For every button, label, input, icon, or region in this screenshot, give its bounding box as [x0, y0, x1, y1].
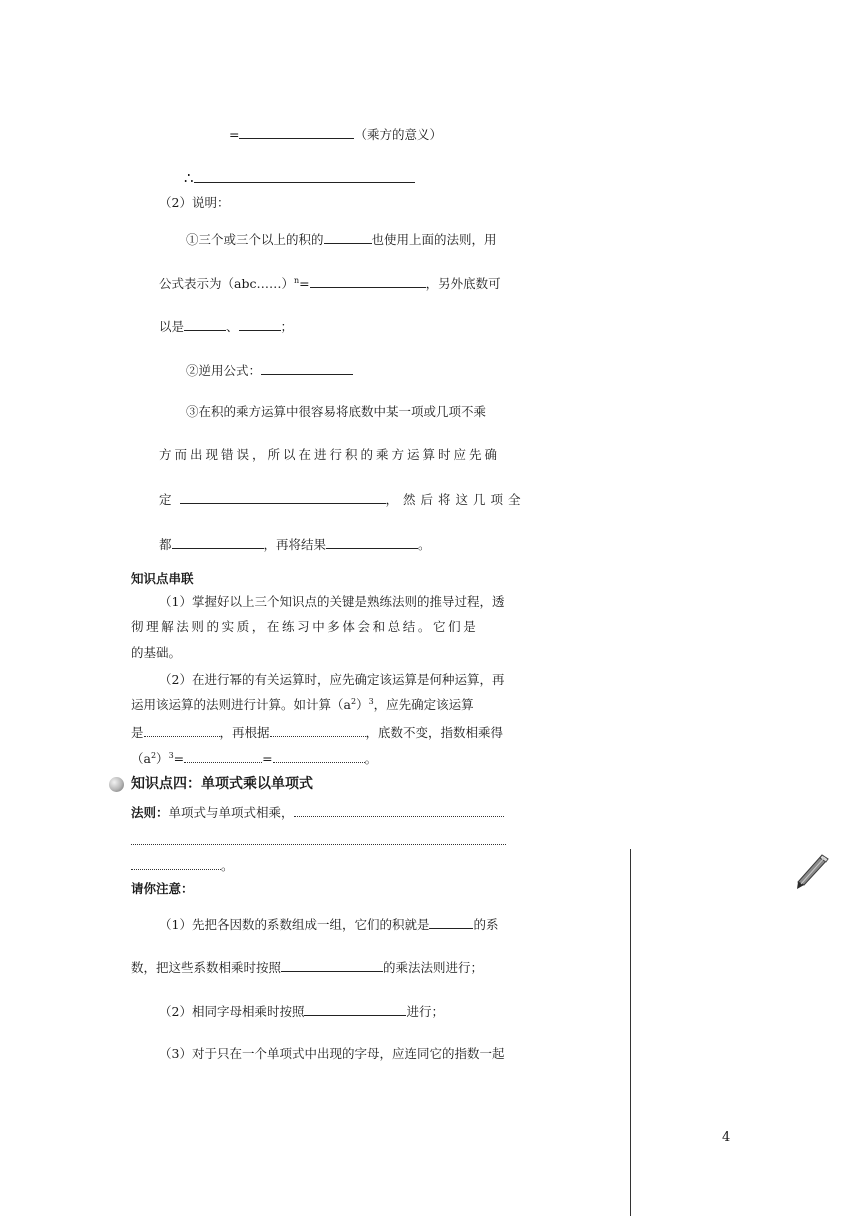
blank [304, 1003, 406, 1016]
series-para2-line2: 运用该运算的法则进行计算。如计算$(a^2)^3$，应先确定该运算 [131, 696, 474, 712]
blank [194, 170, 415, 183]
kp4-title: 知识点四：单项式乘以单项式 [131, 776, 313, 792]
kp4-note2: （2）相同字母相乘时按照 进行； [159, 1004, 444, 1019]
dotted-blank [131, 857, 221, 870]
explain-para3-line4: 都 ，再将结果 。 [159, 537, 431, 552]
series-para2-line4: $(a^2)^3=$ = 。 [131, 750, 378, 766]
series-para1-line3: 的基础。 [131, 645, 182, 660]
explain-label: （2）说明： [159, 195, 230, 210]
blank [184, 318, 226, 331]
blank [429, 916, 473, 929]
explain-para3-line3: 定 ，然后将这几项全 [159, 492, 526, 507]
pen-icon [792, 853, 832, 893]
dotted-blank [270, 724, 366, 737]
series-para2-line3: 是 ，再根据 ，底数不变，指数相乘得 [131, 725, 504, 740]
dotted-blank [144, 724, 220, 737]
dotted-blank [294, 804, 504, 817]
series-heading: 知识点串联 [131, 571, 194, 586]
margin-divider [630, 849, 631, 1216]
equals-sign: = [229, 127, 240, 142]
series-para1-line2: 彻理解法则的实质，在练习中多体会和总结。它们是 [131, 619, 479, 634]
blank [310, 275, 426, 288]
explain-para1-line3: 以是 、 ； [159, 319, 294, 334]
blank [180, 491, 386, 504]
blank [239, 126, 354, 139]
blank [324, 231, 372, 244]
blank [261, 362, 353, 375]
blank [239, 318, 281, 331]
blank [281, 959, 383, 972]
kp4-note-label: 请你注意： [131, 881, 194, 896]
blank [326, 536, 418, 549]
dotted-blank [184, 750, 262, 763]
kp4-rule-line2 [131, 832, 506, 849]
kp4-rule-line1: 法则：单项式与单项式相乘， [131, 804, 504, 821]
series-para1-line1: （1）掌握好以上三个知识点的关键是熟练法则的推导过程，透 [159, 594, 505, 609]
therefore-line [184, 170, 415, 187]
section-bullet-icon [109, 777, 124, 792]
equation-note: （乘方的意义） [354, 127, 442, 142]
therefore-symbol: ∴ [184, 169, 194, 187]
explain-para1-line2: 公式表示为（abc……）$^n$= ，另外底数可 [159, 275, 501, 291]
dotted-blank [273, 750, 365, 763]
series-para2-line1: （2）在进行幂的有关运算时，应先确定该运算是何种运算，再 [159, 672, 505, 687]
explain-para3-line2: 方而出现错误，所以在进行积的乘方运算时应先确 [159, 447, 501, 462]
kp4-note1-line1: （1）先把各因数的系数组成一组，它们的积就是 的系 [159, 917, 499, 932]
explain-para2: ②逆用公式： [186, 362, 353, 379]
explain-para3-line1: ③在积的乘方运算中很容易将底数中某一项或几项不乘 [186, 404, 487, 419]
dotted-blank [131, 832, 506, 845]
kp4-note1-line2: 数，把这些系数相乘时按照 的乘法法则进行； [131, 960, 484, 975]
page-number: 4 [722, 1130, 731, 1145]
rule-label: 法则： [131, 805, 169, 820]
explain-para1-line1: ①三个或三个以上的积的 也使用上面的法则，用 [186, 232, 497, 247]
kp4-rule-line3: 。 [131, 857, 234, 874]
kp4-note3-line1: （3）对于只在一个单项式中出现的字母，应连同它的指数一起 [159, 1046, 505, 1061]
equation-line [229, 126, 442, 143]
blank [172, 536, 264, 549]
